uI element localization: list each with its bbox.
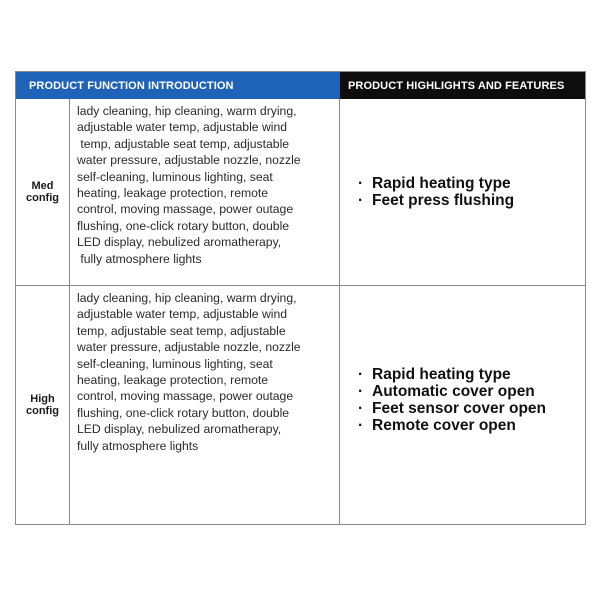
config-label-line: Med	[31, 180, 54, 192]
function-line: temp, adjustable seat temp, adjustable	[77, 136, 290, 151]
bullet-icon: ·	[358, 366, 364, 383]
feature-text: Remote cover open	[372, 417, 516, 434]
function-line: water pressure, adjustable nozzle, nozzle	[77, 153, 301, 168]
feature-text: Automatic cover open	[372, 383, 535, 400]
features-list-high	[340, 286, 585, 524]
feature-item	[358, 366, 585, 383]
function-header-label: PRODUCT FUNCTION INTRODUCTION	[29, 79, 234, 92]
function-line: temp, adjustable seat temp, adjustable	[77, 323, 286, 338]
function-line: adjustable water temp, adjustable wind	[77, 307, 288, 322]
feature-text: Feet sensor cover open	[372, 400, 547, 417]
config-label-high	[16, 286, 70, 524]
bullet-icon: ·	[358, 192, 364, 209]
function-line: lady cleaning, hip cleaning, warm drying,	[77, 291, 297, 305]
function-line: fully atmosphere lights	[77, 251, 202, 266]
config-label-line: config	[26, 192, 59, 204]
function-line: water pressure, adjustable nozzle, nozzle	[77, 340, 301, 355]
bullet-icon: ·	[358, 400, 364, 417]
feature-item	[358, 400, 585, 417]
bullet-icon: ·	[358, 383, 364, 400]
function-line: flushing, one-click rotary button, double	[77, 218, 290, 233]
function-line: control, moving massage, power outage	[77, 389, 294, 404]
function-line: LED display, nebulized aromatherapy,	[77, 422, 282, 437]
config-label-med	[16, 99, 70, 286]
function-line: lady cleaning, hip cleaning, warm drying,	[77, 104, 297, 118]
function-line: self-cleaning, luminous lighting, seat	[77, 169, 273, 184]
config-label-line: High	[30, 393, 55, 405]
highlights-header-label: PRODUCT HIGHLIGHTS AND FEATURES	[348, 79, 565, 92]
function-line: heating, leakage protection, remote	[77, 373, 269, 388]
bullet-icon: ·	[358, 175, 364, 192]
feature-item	[358, 383, 585, 400]
function-line: flushing, one-click rotary button, double	[77, 405, 290, 420]
function-line: LED display, nebulized aromatherapy,	[77, 235, 282, 250]
function-line: adjustable water temp, adjustable wind	[77, 120, 288, 135]
function-line: heating, leakage protection, remote	[77, 186, 269, 201]
feature-text: Rapid heating type	[372, 366, 511, 383]
function-list-high	[70, 286, 340, 524]
feature-text: Rapid heating type	[372, 175, 511, 192]
bullet-icon: ·	[358, 417, 364, 434]
feature-item	[358, 175, 585, 192]
feature-item	[358, 192, 585, 209]
function-list-med	[70, 99, 340, 286]
feature-text: Feet press flushing	[372, 192, 515, 209]
feature-item	[358, 417, 585, 434]
function-header	[16, 72, 340, 99]
config-label-line: config	[26, 405, 59, 417]
features-list-med	[340, 99, 585, 286]
highlights-header	[340, 72, 585, 99]
function-line: fully atmosphere lights	[77, 438, 199, 453]
function-line: self-cleaning, luminous lighting, seat	[77, 356, 273, 371]
product-comparison-table	[15, 71, 586, 525]
function-line: control, moving massage, power outage	[77, 202, 294, 217]
